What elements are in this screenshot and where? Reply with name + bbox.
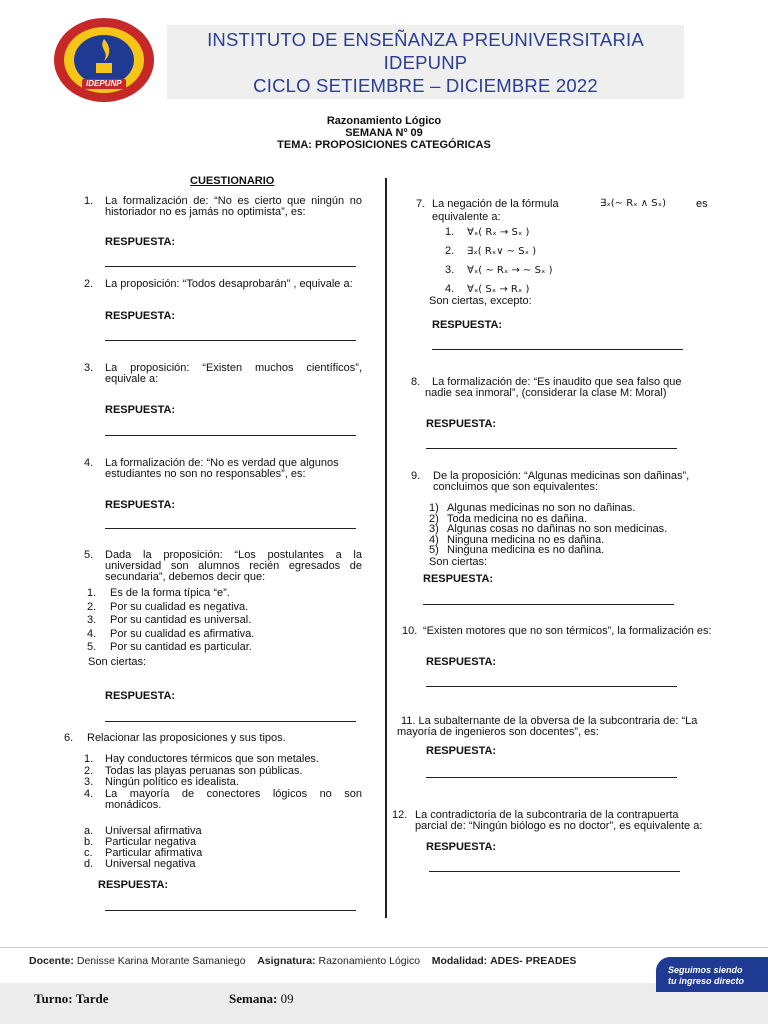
- question-9-closing: Son ciertas:: [429, 556, 488, 568]
- week-number: SEMANA Nº 09: [345, 127, 423, 139]
- answer-line[interactable]: [105, 910, 356, 911]
- institute-logo: [52, 17, 156, 103]
- question-number: 8.: [411, 376, 421, 388]
- option-item: 5. Por su cantidad es particular.: [87, 641, 252, 653]
- answer-line[interactable]: [426, 777, 677, 778]
- question-2: [84, 279, 362, 290]
- answer-line[interactable]: [423, 604, 674, 605]
- proposition-item: 2. Todas las playas peruanas son públicas.: [84, 764, 303, 777]
- semana-value: 09: [280, 991, 294, 1006]
- question-text: La formalización de: “No es cierto que ningún no historiador no es jamás no optimista”, es:: [105, 195, 362, 218]
- question-text: La proposición: “Existen muchos científicos”, equivale a:: [105, 362, 362, 385]
- docente-label: Docente:: [29, 955, 74, 967]
- answer-line[interactable]: [105, 721, 356, 722]
- answer-label: RESPUESTA:: [105, 404, 176, 416]
- answer-label: RESPUESTA:: [426, 841, 497, 853]
- question-text-end: es: [696, 198, 708, 210]
- footer-bar: [0, 983, 768, 1024]
- answer-line[interactable]: [432, 349, 683, 350]
- question-6-types: [84, 826, 362, 870]
- question-6-items: [84, 754, 362, 812]
- option-item: 1. ∀ₓ( Rₓ → Sₓ ): [445, 226, 530, 238]
- question-number: 4.: [84, 457, 94, 469]
- docente-name: Denisse Karina Morante Samaniego: [76, 955, 246, 967]
- question-6: [64, 733, 364, 744]
- question-text: La contradictoria de la subcontraria de la contrapuerta parcial de: “Ningún biólogo es no doctor”, es equivalente a:: [415, 809, 703, 832]
- answer-label: RESPUESTA:: [426, 656, 497, 668]
- question-text: Relacionar las proposiciones y sus tipos.: [87, 732, 286, 744]
- slogan-line-1: Seguimos siendo: [668, 965, 743, 975]
- question-3: [84, 363, 362, 385]
- option-item: 1. Es de la forma típica “e”.: [87, 587, 230, 599]
- question-12: [392, 810, 712, 832]
- answer-line[interactable]: [105, 266, 356, 267]
- asignatura-value: Razonamiento Lógico: [318, 955, 421, 967]
- negated-formula: ∃ₓ(∼ Rₓ ∧ Sₓ): [600, 198, 666, 209]
- question-9: [411, 471, 711, 493]
- question-7: [416, 198, 711, 210]
- topic-title: TEMA: PROPOSICIONES CATEGÓRICAS: [277, 139, 491, 151]
- footer-rule: [0, 947, 768, 948]
- answer-label: RESPUESTA:: [432, 319, 503, 331]
- logo-text-bottom: IDEPUNP: [86, 79, 122, 88]
- option-item: 2) Toda medicina no es dañina.: [429, 512, 588, 525]
- question-number: 10.: [402, 625, 418, 637]
- answer-label: RESPUESTA:: [423, 573, 494, 585]
- question-7-closing: Son ciertas, excepto:: [429, 295, 532, 307]
- question-7-continued: equivalente a:: [432, 211, 501, 223]
- option-item: 3. ∀ₓ( ∼ Rₓ → ∼ Sₓ ): [445, 264, 553, 276]
- answer-line[interactable]: [105, 528, 356, 529]
- answer-label: RESPUESTA:: [105, 310, 176, 322]
- header-institute: INSTITUTO DE ENSEÑANZA PREUNIVERSITARIA: [207, 29, 644, 50]
- option-item: 2. Por su cualidad es negativa.: [87, 600, 249, 613]
- answer-label: RESPUESTA:: [426, 418, 497, 430]
- modalidad-value: ADES- PREADES: [490, 955, 577, 967]
- question-5: [84, 550, 362, 583]
- question-number: 6.: [64, 732, 74, 744]
- question-11: [397, 716, 707, 738]
- option-item: 2. ∃ₓ( Rₓ∨ ∼ Sₓ ): [445, 245, 537, 257]
- option-item: 4) Ninguna medicina no es dañina.: [429, 533, 605, 546]
- answer-label: RESPUESTA:: [426, 745, 497, 757]
- turno-label: Turno:: [34, 991, 73, 1006]
- answer-label: RESPUESTA:: [105, 499, 176, 511]
- course-title: Razonamiento Lógico: [326, 115, 442, 127]
- question-number: 1.: [84, 195, 94, 207]
- turno-value: Tarde: [75, 991, 109, 1006]
- question-5-options: [87, 587, 367, 655]
- type-item: d. Universal negativa: [84, 858, 196, 870]
- proposition-item: 1. Hay conductores térmicos que son metales.: [84, 753, 319, 765]
- question-text: Dada la proposición: “Los postulantes a la universidad son alumnos recién egresados de secundaria”, debemos decir que:: [105, 549, 362, 583]
- question-number: 5.: [84, 549, 94, 561]
- question-number: 9.: [411, 470, 421, 482]
- question-4: [84, 458, 362, 480]
- answer-label: RESPUESTA:: [105, 690, 176, 702]
- turno-field: [34, 991, 109, 1007]
- answer-line[interactable]: [426, 448, 677, 449]
- question-text: De la proposición: “Algunas medicinas son dañinas”, concluimos que son equivalentes:: [433, 470, 690, 493]
- option-item: 1) Algunas medicinas no son no dañinas.: [429, 502, 636, 514]
- option-item: 5) Ninguna medicina es no dañina.: [429, 544, 605, 556]
- question-number: 12.: [392, 809, 408, 821]
- answer-line[interactable]: [429, 871, 680, 872]
- header-banner: [167, 25, 684, 99]
- column-divider: [385, 178, 387, 918]
- option-item: 4. ∀ₓ( Sₓ → Rₓ ): [445, 283, 530, 295]
- answer-line[interactable]: [426, 686, 677, 687]
- question-number: 11.: [401, 715, 416, 727]
- question-number: 2.: [84, 278, 94, 290]
- proposition-item: 4. La mayoría de conectores lógicos no son monádicos.: [84, 787, 362, 811]
- option-item: 4. Por su cualidad es afirmativa.: [87, 627, 255, 640]
- question-9-options: [429, 503, 689, 556]
- option-item: 3. Por su cantidad es universal.: [87, 614, 252, 626]
- header-acronym: IDEPUNP: [383, 52, 468, 73]
- question-text: La formalización de: “Es inaudito que sea falso que nadie sea inmoral”, (considerar la clase M: Moral): [425, 376, 682, 399]
- type-item: b. Particular negativa: [84, 836, 197, 848]
- option-item: 3) Algunas cosas no dañinas no son medicinas.: [429, 523, 668, 535]
- answer-label: RESPUESTA:: [105, 236, 176, 248]
- question-5-closing: Son ciertas:: [88, 656, 147, 668]
- question-number: 7.: [416, 198, 426, 210]
- questionnaire-title: CUESTIONARIO: [190, 175, 275, 187]
- question-text: La proposición: “Todos desaprobarán” , equivale a:: [105, 278, 353, 290]
- modalidad-label: Modalidad:: [431, 955, 488, 967]
- type-item: a. Universal afirmativa: [84, 825, 202, 837]
- question-text: 11. La subalternante de la obversa de la subcontraria de: “La mayoría de ingenieros son docentes”, es:: [397, 715, 698, 738]
- question-10: [402, 626, 712, 637]
- type-item: c. Particular afirmativa: [84, 847, 203, 859]
- question-text: La negación de la fórmula: [432, 198, 559, 210]
- header-cycle: CICLO SETIEMBRE – DICIEMBRE 2022: [253, 75, 598, 96]
- answer-line[interactable]: [105, 435, 356, 436]
- answer-label: RESPUESTA:: [98, 879, 169, 891]
- proposition-item: 3. Ningún político es idealista.: [84, 776, 239, 788]
- semana-field: [229, 991, 294, 1007]
- slogan-badge: [656, 957, 768, 992]
- semana-label: Semana:: [229, 991, 278, 1006]
- footer-info: [29, 955, 576, 967]
- question-text: La formalización de: “No es verdad que algunos estudiantes no son no responsables”, es:: [105, 457, 339, 480]
- question-8: [411, 377, 711, 399]
- answer-line[interactable]: [105, 340, 356, 341]
- question-7-options: [445, 223, 645, 299]
- asignatura-label: Asignatura:: [257, 955, 316, 967]
- question-1: [84, 196, 362, 218]
- question-number: 3.: [84, 362, 94, 374]
- slogan-line-2: tu ingreso directo: [668, 976, 745, 986]
- question-text: “Existen motores que no son térmicos”, la formalización es:: [423, 625, 712, 637]
